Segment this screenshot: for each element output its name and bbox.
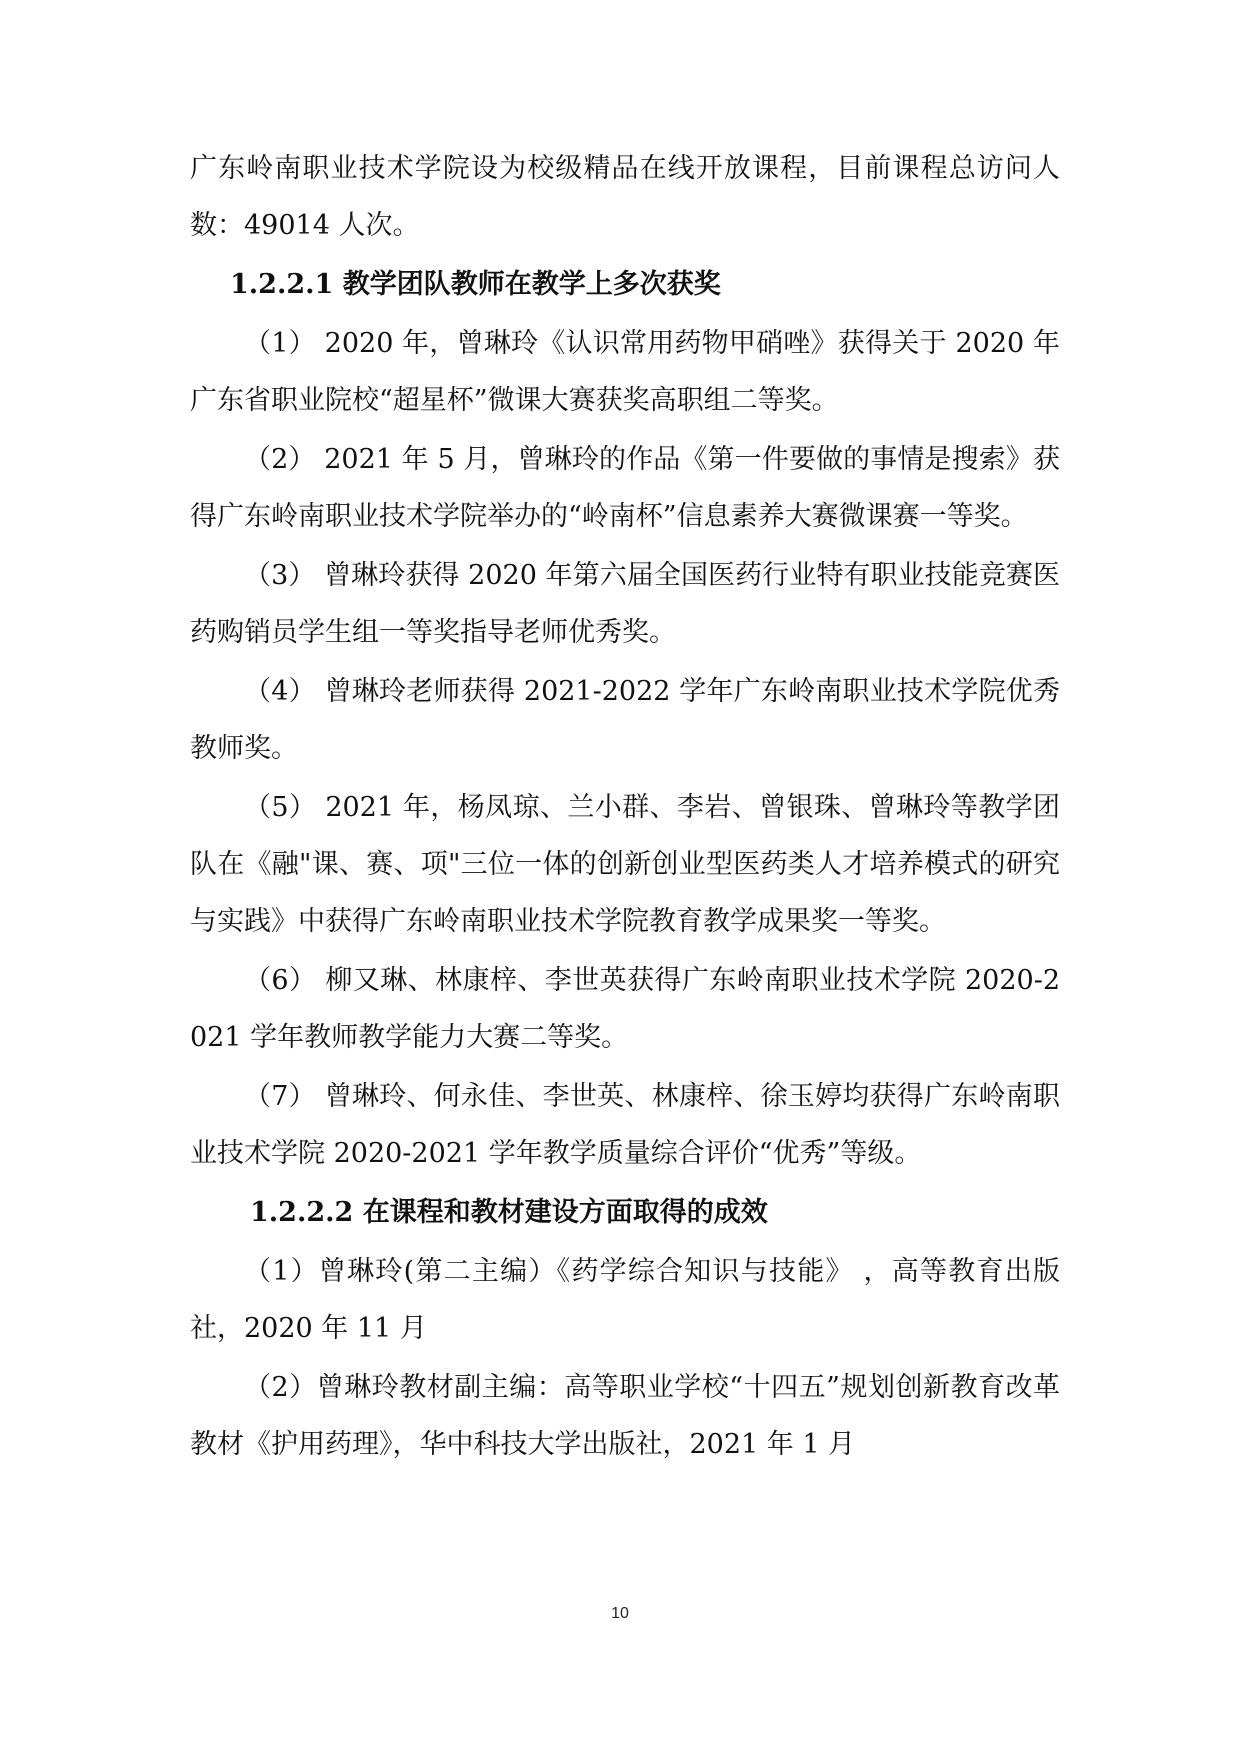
award-item-1: （1） 2020 年，曾琳玲《认识常用药物甲硝唑》获得关于 2020 年广东省职业院校“超星杯”微课大赛获奖高职组二等奖。 (190, 328, 1060, 416)
textbook-item-2: （2）曾琳玲教材副主编：高等职业学校“十四五”规划创新教育改革教材《护用药理》，华中科技大学出版社，2021 年 1 月 (190, 1372, 1060, 1460)
award-item-2: （2） 2021 年 5 月，曾琳玲的作品《第一件要做的事情是搜索》获得广东岭南职业技术学院举办的“岭南杯”信息素养大赛微课赛一等奖。 (190, 444, 1060, 532)
section-heading-course-materials: 1.2.2.2 在课程和教材建设方面取得的成效 (250, 1197, 768, 1228)
award-item-6: （6） 柳又琳、林康梓、李世英获得广东岭南职业技术学院 2020-2021 学年教师教学能力大赛二等奖。 (190, 965, 1060, 1053)
intro-paragraph: 广东岭南职业技术学院设为校级精品在线开放课程，目前课程总访问人数：49014 人次。 (190, 153, 1060, 241)
page-number: 10 (611, 1605, 629, 1622)
textbook-item-1: （1）曾琳玲(第二主编）《药学综合知识与技能》 ，高等教育出版社，2020 年 11 月 (190, 1256, 1060, 1344)
award-item-4: （4） 曾琳玲老师获得 2021-2022 学年广东岭南职业技术学院优秀教师奖。 (190, 676, 1060, 764)
award-item-7: （7） 曾琳玲、何永佳、李世英、林康梓、徐玉婷均获得广东岭南职业技术学院 2020-2021 学年教学质量综合评价“优秀”等级。 (190, 1081, 1060, 1169)
award-item-5: （5） 2021 年，杨凤琼、兰小群、李岩、曾银珠、曾琳玲等教学团队在《融"课、赛、项"三位一体的创新创业型医药类人才培养模式的研究与实践》中获得广东岭南职业技术学院教育教学成果奖一等奖。 (190, 792, 1060, 937)
document-body (190, 140, 1060, 1475)
section-heading-teaching-awards: 1.2.2.1 教学团队教师在教学上多次获奖 (230, 269, 721, 300)
award-item-3: （3） 曾琳玲获得 2020 年第六届全国医药行业特有职业技能竞赛医药购销员学生组一等奖指导老师优秀奖。 (190, 560, 1060, 648)
